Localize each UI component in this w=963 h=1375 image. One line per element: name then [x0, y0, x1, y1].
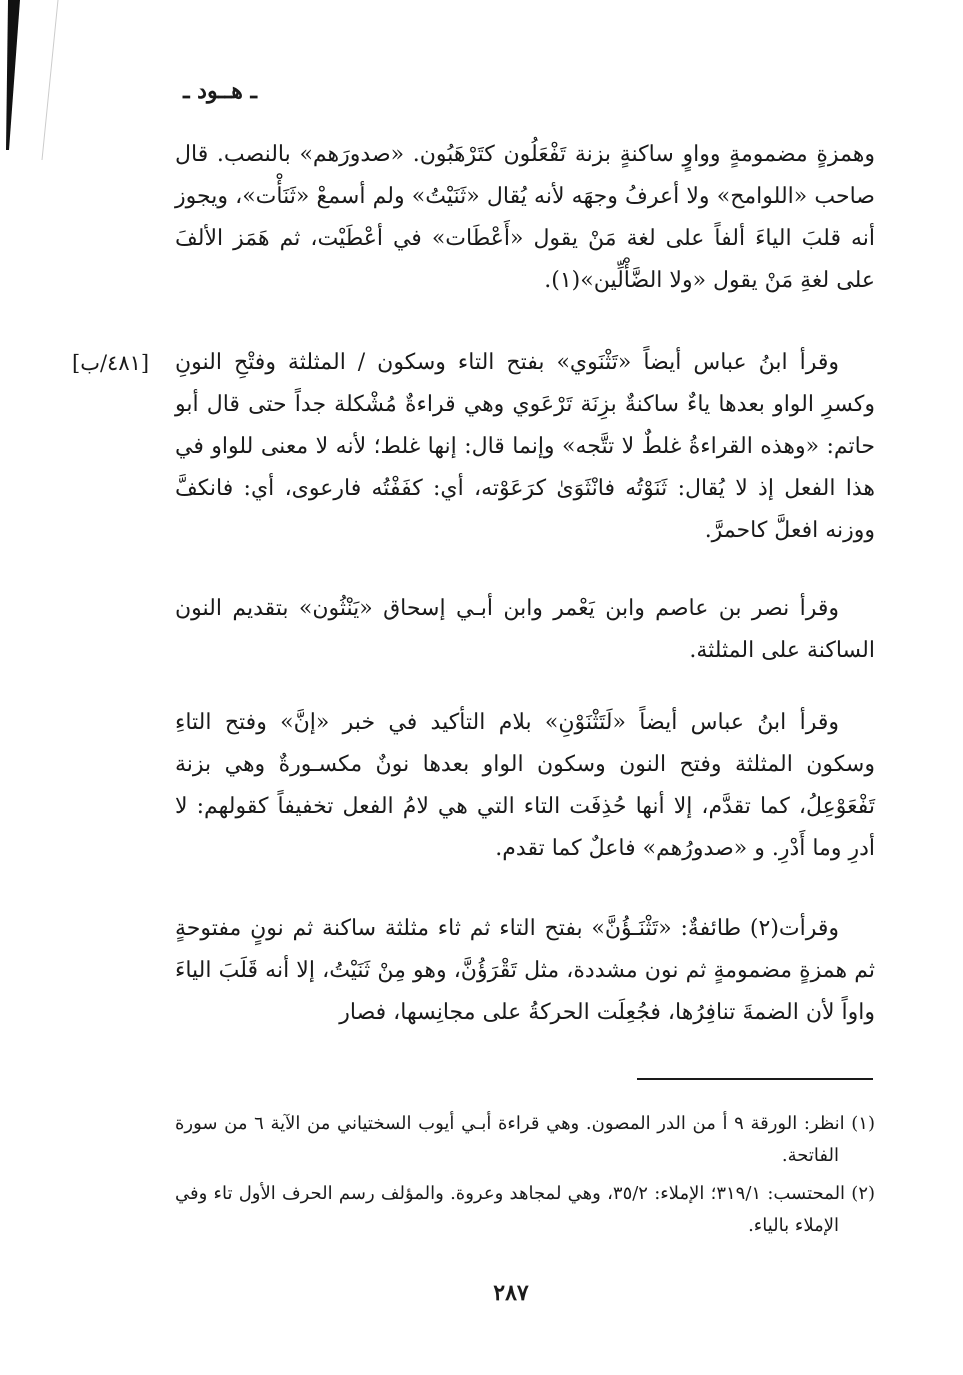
footnotes — [175, 1108, 875, 1248]
paragraph-3: وقرأ نصر بن عاصم وابن يَعْمر وابن أبـي إسحاق «يَنْثُون» بتقديم النون الساكنة على المثلثة. — [175, 596, 875, 663]
paragraph-4: وقرأ ابنُ عباس أيضاً «لَتَثْنَوْنِ» بلام التأكيد في خبر «إنَّ» وفتح التاءِ وسكون المثلثة وفتح النون وسكون الواو بعدها نونٌ مكسـورةٌ وهي بزنة تَفْعَوْعِلُ، كما تقدَّم، إلا أنها حُذِفَت التاء التي هي لامُ الفعل تخفيفاً كقولهم: لا أدرِ وما أَدْرِ. و «صدورُهم» فاعلٌ كما تقدم. — [175, 710, 875, 861]
running-head: ـ هــود ـ — [183, 78, 257, 104]
paragraph-1: وهمزةٍ مضمومةٍ وواوٍ ساكنةٍ بزنة تَفْعَلُون كتَرْهَبُون. «صدورَهم» بالنصب. قال صاحب «اللوامح» ولا أعرفُ وجهَه لأنه يُقال «ثَنَيْتُ» ولم أسمعْ «ثَنَأْت»، ويجوز أنه قلبَ الياءَ ألفاً على لغة مَنْ يقول «أَعْطَات» في أعْطَيْت، ثم هَمَز الألفَ على لغةِ مَنْ يقول «ولا الضَّأْلِّين»(١). — [175, 142, 875, 293]
paragraph-2: وقرأ ابنُ عباس أيضاً «تَثْنَوي» بفتح التاء وسكون / المثلثة وفتْحِ النونِ وكسرِ الواو بعدها ياءٌ ساكنةٌ بزِنَة تَرْعَوي وهي قراءةٌ مُشْكلة جداً حتى قال أبو حاتم: «وهذه القراءةُ غلطٌ لا تتَّجه» وإنما قال: إنها غلط؛ لأنه لا معنى للواو في هذا الفعل إذ لا يُقال: ثَنَوْتُه فانْثَوَىٰ كرَعَوْته، أي: كفَفْتُه فارعوى، أي: فانكفَّ ووزنه افعلَّ كاحمرَّ. — [175, 350, 875, 543]
paragraph-5: وقرأت(٢) طائفةٌ: «تَثْنَـؤُنَّ» بفتح التاء ثم ثاء مثلثة ساكنة ثم نونٍ مفتوحةٍ ثم همزةٍ مضمومةٍ ثم نون مشددة، مثل تَقْرَؤُنَّ، وهو مِنْ ثَنَيْتُ، إلا أنه قَلَبَ الياءَ واواً لأن الضمةَ تنافِرُها، فجُعِلَت الحركةُ على مجانِسها، فصار — [175, 916, 875, 1025]
footnote-1: (١) انظر: الورقة ٩ أ من الدر المصون. وهي قراءة أبـي أيوب السختياني من الآية ٦ من سورة الفاتحة. — [175, 1113, 875, 1166]
scan-edge-mark — [0, 0, 60, 160]
manuscript-folio-reference: [٤٨١/ب] — [72, 351, 150, 375]
page-number: ٢٨٧ — [493, 1280, 529, 1306]
footnote-divider — [637, 1078, 873, 1080]
footnote-2: (٢) المحتسب: ٣١٩/١؛ الإملاء: ٣٥/٢، وهي لمجاهد وعروة. والمؤلف رسم الحرف الأول تاء وفي الإملاء بالياء. — [175, 1183, 876, 1236]
